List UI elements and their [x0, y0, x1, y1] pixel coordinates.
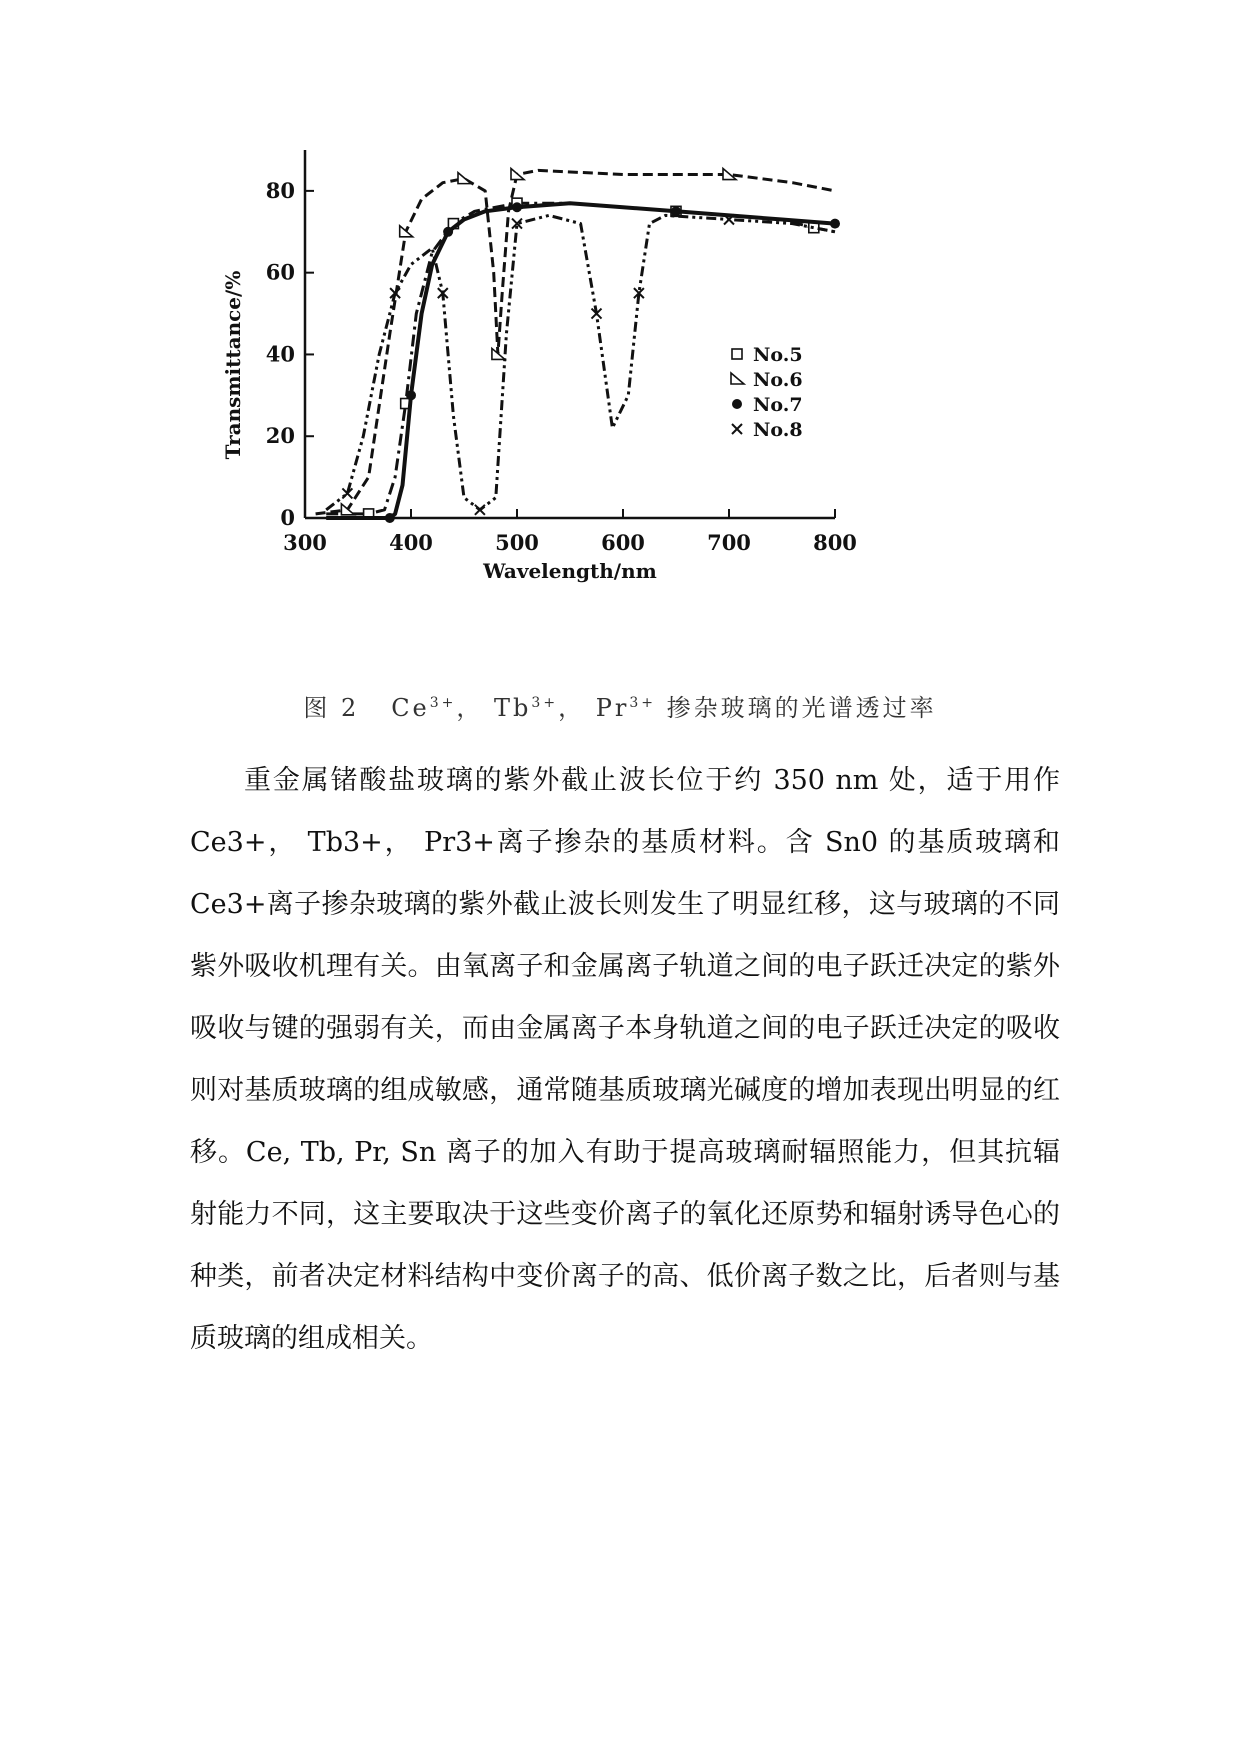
- caption-ion-ce: Ce: [391, 694, 430, 722]
- y-tick-label: 0: [280, 505, 295, 530]
- data-point-no6: [341, 504, 354, 515]
- legend-marker-no7: [732, 399, 742, 409]
- legend-marker-no8: [732, 424, 742, 434]
- legend-label-no6: No.6: [753, 369, 803, 391]
- figure-caption: 图 2 $Ce^{3+}$， $Tb^{3+}$， $Pr^{3+}$ 掺杂玻璃的光谱透过率: [303, 694, 937, 722]
- data-point-no7: [443, 227, 453, 237]
- caption-figure-number: 图 2: [303, 694, 360, 722]
- x-tick-label: 600: [601, 530, 645, 555]
- data-point-no7: [406, 390, 416, 400]
- y-tick-label: 20: [265, 423, 295, 449]
- data-point-no8: [475, 505, 485, 515]
- caption-ion-tb-charge: 3+: [531, 695, 559, 711]
- x-tick-label: 700: [707, 530, 751, 555]
- x-tick-label: 300: [283, 530, 327, 555]
- y-tick-label: 60: [265, 259, 295, 285]
- body-text: [190, 750, 1060, 1370]
- x-tick-label: 500: [495, 530, 539, 555]
- x-tick-label: 800: [813, 530, 857, 555]
- caption-ion-pr: Pr: [595, 694, 630, 722]
- x-axis-label: Wavelength/nm: [483, 559, 657, 583]
- legend-label-no8: No.8: [753, 419, 803, 441]
- transmittance-chart: [221, 150, 980, 670]
- chart-legend: [731, 344, 803, 441]
- data-point-no6: [458, 173, 471, 184]
- paragraph: 重金属锗酸盐玻璃的紫外截止波长位于约 350 nm 处，适于用作 Ce3+， Tb3+， Pr3+离子掺杂的基质材料。含 Sn0 的基质玻璃和 Ce3+离子掺杂玻璃的紫外截止波长则发生了明显红移，这与玻璃的不同紫外吸收机理有关。由氧离子和金属离子轨道之间的电子跃迁决定的紫外吸收与键的强弱有关，而由金属离子本身轨道之间的电子跃迁决定的吸收则对基质玻璃的组成敏感，通常随基质玻璃光碱度的增加表现出明显的红移。Ce, Tb, Pr, Sn 离子的加入有助于提高玻璃耐辐照能力，但其抗辐射能力不同，这主要取决于这些变价离子的氧化还原势和辐射诱导色心的种类，前者决定材料结构中变价离子的高、低价离子数之比，后者则与基质玻璃的组成相关。: [190, 765, 1060, 1354]
- legend-marker-no5: [732, 349, 742, 359]
- legend-label-no7: No.7: [753, 394, 803, 416]
- data-point-no7: [512, 202, 522, 212]
- y-tick-label: 40: [265, 341, 295, 367]
- legend-label-no5: No.5: [753, 344, 803, 366]
- y-axis-label: Transmittance/%: [221, 270, 245, 460]
- legend-marker-no6: [731, 373, 744, 384]
- y-tick-label: 80: [265, 177, 295, 203]
- caption-ion-tb: Tb: [494, 694, 532, 722]
- x-tick-label: 400: [389, 530, 433, 555]
- caption-text: 掺杂玻璃的光谱透过率: [666, 694, 937, 722]
- caption-ion-ce-charge: 3+: [429, 695, 457, 711]
- data-point-no7: [830, 219, 840, 229]
- caption-ion-pr-charge: 3+: [629, 695, 656, 711]
- data-point-no6: [511, 169, 524, 180]
